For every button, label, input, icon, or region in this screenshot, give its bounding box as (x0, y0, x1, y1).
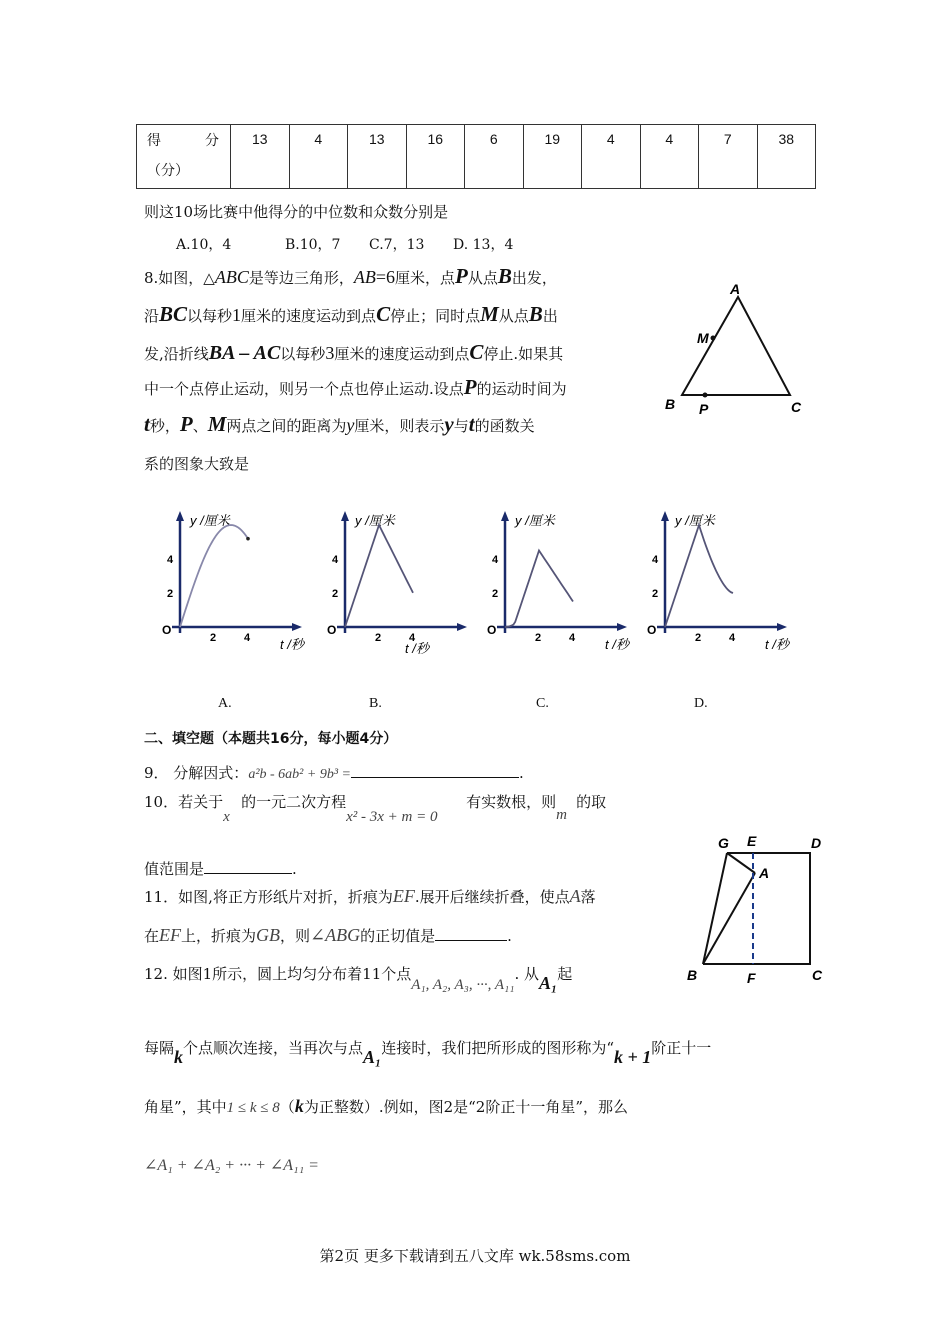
q7-stem: 则这10场比赛中他得分的中位数和众数分别是 (144, 203, 449, 221)
x-axis-label: t /秒 (280, 637, 304, 652)
label-c: C (791, 399, 802, 415)
graph-option-b: B. (369, 696, 382, 711)
header-label-b: 分 (205, 132, 219, 148)
score-cell: 13 (348, 125, 407, 189)
q7-option-a: A.10，4 (176, 237, 232, 253)
y-tick-label: 2 (167, 588, 174, 600)
header-label-a: 得 (147, 132, 161, 148)
y-axis-arrow (661, 511, 669, 521)
origin-label: O (327, 623, 337, 637)
q11-line-1: 11．如图,将正方形纸片对折，折痕为EF.展开后继续折叠，使点A落 (144, 886, 596, 906)
fold-edge-ab (703, 873, 755, 964)
triangle-abc (682, 297, 790, 395)
label-p: P (699, 401, 709, 417)
score-cell: 4 (582, 125, 641, 189)
triangle-figure (655, 275, 815, 425)
q7-option-b: B.10，7 (285, 237, 341, 253)
square-outline (703, 853, 810, 964)
q10-blank (204, 873, 292, 874)
y-axis-label: y /厘米 (190, 513, 230, 528)
graph-option-c: C. (536, 696, 549, 711)
origin-label: O (162, 623, 172, 637)
score-cell: 6 (465, 125, 524, 189)
curve-endpoint (246, 537, 250, 541)
function-curve (345, 525, 413, 627)
graph-option-a: A. (218, 696, 232, 711)
y-axis-arrow (341, 511, 349, 521)
x-axis-label: t /秒 (405, 641, 429, 656)
label-a: A (730, 281, 741, 297)
function-curve (505, 551, 573, 628)
label-m: M (697, 330, 709, 346)
q8-line-4: 中一个点停止运动，则另一个点也停止运动.设点P的运动时间为 (144, 375, 567, 399)
label-b-square: B (687, 967, 698, 983)
x-axis-label: t /秒 (765, 637, 789, 652)
score-cell: 7 (699, 125, 758, 189)
x-tick-label: 4 (409, 632, 416, 644)
fold-edge-ga (727, 853, 755, 873)
q11-blank (435, 940, 507, 941)
q12-sum: ∠A₁ + ∠A₂ + ··· + ∠A₁₁ = (144, 1157, 319, 1174)
q9-expression: a²b - 6ab² + 9b³ = (248, 767, 351, 782)
square-fold-figure (685, 830, 830, 990)
label-g: G (718, 835, 729, 851)
section-2-title: 二、填空题（本题共16分，每小题4分） (144, 731, 398, 747)
q8-line-6: 系的图象大致是 (144, 455, 250, 473)
score-cell: 13 (231, 125, 290, 189)
header-unit: （分） (147, 162, 189, 178)
y-axis-arrow (501, 511, 509, 521)
x-tick-label: 4 (569, 632, 576, 644)
page-footer: 第2页 更多下载请到五八文库 wk.58sms.com (319, 1247, 631, 1265)
label-f: F (747, 970, 756, 986)
origin-label: O (487, 623, 497, 637)
q9: 9． 分解因式：a²b - 6ab² + 9b³ = . (144, 764, 524, 782)
q12-line-1: 12. 如图1所示，圆上均匀分布着11个点A₁, A₂, A₃, ···, A₁₁. 从A₁起 (144, 965, 573, 993)
label-b: B (665, 396, 676, 412)
x-axis-arrow (777, 623, 787, 631)
q9-blank (351, 777, 519, 778)
fold-line-gb (703, 853, 727, 964)
point-p (703, 393, 708, 398)
score-cell: 19 (523, 125, 582, 189)
label-c-square: C (812, 967, 823, 983)
q8-line-1: 8.如图，△ABC是等边三角形，AB=6厘米，点P从点B出发， (144, 264, 557, 288)
score-cell: 38 (757, 125, 816, 189)
y-axis-label: y /厘米 (515, 513, 555, 528)
x-tick-label: 2 (210, 632, 217, 644)
q11-line-2: 在EF上，折痕为GB，则∠ABG的正切值是 . (144, 925, 512, 945)
x-axis-arrow (457, 623, 467, 631)
q8-line-5: t秒，P、M两点之间的距离为y厘米，则表示y与t的函数关 (144, 412, 535, 436)
q10-line-1: 10．若关于x的一元二次方程x² - 3x + m = 0有实数根，则m的取 (144, 793, 607, 825)
y-tick-label: 4 (652, 554, 659, 566)
function-curve (665, 525, 733, 627)
q7-option-d: D. 13，4 (453, 237, 514, 253)
label-a-square: A (759, 865, 770, 881)
y-tick-label: 4 (332, 554, 339, 566)
score-cell: 4 (289, 125, 348, 189)
function-curve (180, 525, 248, 627)
label-d: D (811, 835, 822, 851)
q10-line-2: 值范围是 . (144, 860, 297, 878)
graph-option-d: D. (694, 696, 708, 711)
score-table-header (137, 125, 231, 189)
origin-label: O (647, 623, 657, 637)
y-tick-label: 2 (492, 588, 499, 600)
q7-option-c: C.7，13 (369, 237, 425, 253)
y-axis-arrow (176, 511, 184, 521)
y-tick-label: 4 (492, 554, 499, 566)
x-tick-label: 4 (729, 632, 736, 644)
label-e: E (747, 833, 757, 849)
x-tick-label: 2 (695, 632, 702, 644)
x-axis-label: t /秒 (605, 637, 629, 652)
point-m (711, 336, 716, 341)
x-tick-label: 2 (535, 632, 542, 644)
q8-line-3: 发,沿折线BA – AC以每秒3厘米的速度运动到点C停止.如果其 (144, 340, 564, 364)
x-tick-label: 2 (375, 632, 382, 644)
y-tick-label: 2 (332, 588, 339, 600)
y-axis-label: y /厘米 (355, 513, 395, 528)
q12-line-2: 每隔k个点顺次连接，当再次与点A₁连接时，我们把所形成的图形称为“k + 1阶正十一 (144, 1039, 712, 1067)
score-cell: 16 (406, 125, 465, 189)
q8-line-2: 沿BC以每秒1厘米的速度运动到点C停止；同时点M从点B出 (144, 302, 558, 326)
graphs-row (140, 505, 810, 665)
score-table (136, 124, 816, 189)
score-cell: 4 (640, 125, 699, 189)
x-axis-arrow (292, 623, 302, 631)
y-axis-label: y /厘米 (675, 513, 715, 528)
y-tick-label: 2 (652, 588, 659, 600)
x-tick-label: 4 (244, 632, 251, 644)
y-tick-label: 4 (167, 554, 174, 566)
x-axis-arrow (617, 623, 627, 631)
q12-line-3: 角星”，其中1 ≤ k ≤ 8（k为正整数）.例如，图2是“2阶正十一角星”，那么 (144, 1096, 629, 1116)
